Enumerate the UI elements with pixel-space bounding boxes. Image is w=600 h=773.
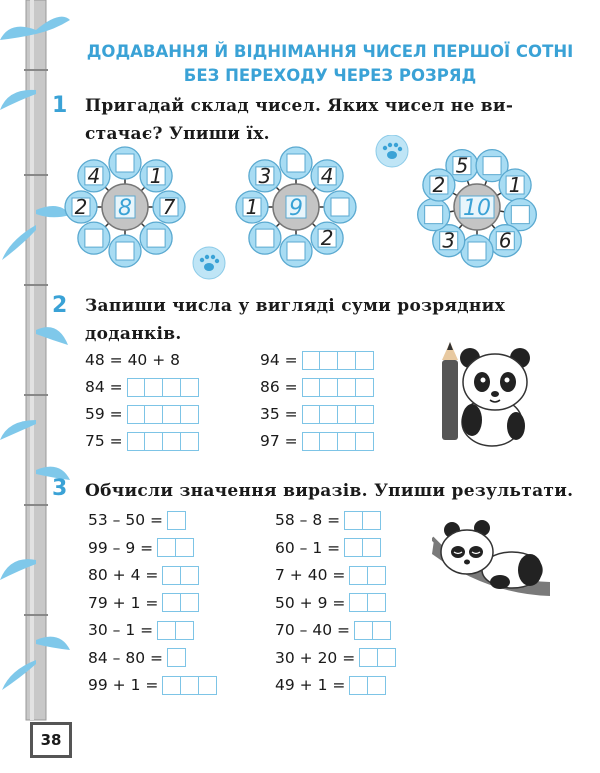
- answer-cell[interactable]: [377, 648, 396, 667]
- answer-cell[interactable]: [319, 351, 338, 370]
- answer-boxes[interactable]: [344, 511, 379, 530]
- task-2-right-column: [260, 349, 372, 457]
- task-3-number: 3: [52, 476, 68, 501]
- answer-cell[interactable]: [344, 511, 363, 530]
- equation-text: 53 – 50 =: [88, 511, 163, 529]
- answer-boxes[interactable]: [349, 593, 384, 612]
- equation-text: 84 – 80 =: [88, 648, 163, 667]
- equation-text: 59 =: [85, 405, 123, 423]
- answer-cell[interactable]: [302, 405, 321, 424]
- task-2-line-1: Запиши числа у вигляді суми розрядних: [85, 296, 506, 316]
- petal-number: 1: [149, 163, 163, 188]
- answer-boxes[interactable]: [354, 621, 389, 640]
- flower-petal: [311, 222, 343, 254]
- flower-petal[interactable]: [324, 191, 356, 223]
- petal-number: 2: [74, 195, 88, 219]
- answer-cell[interactable]: [319, 378, 338, 397]
- flower-petal: [311, 160, 343, 192]
- answer-cell[interactable]: [349, 566, 368, 585]
- answer-boxes[interactable]: [349, 676, 384, 695]
- answer-cell[interactable]: [175, 621, 194, 640]
- equation-row: [275, 537, 395, 559]
- answer-cell[interactable]: [355, 405, 374, 424]
- flower-center-number: 8: [118, 196, 132, 221]
- equation-row: [88, 537, 215, 559]
- answer-cell[interactable]: [362, 511, 381, 530]
- petal-number: 4: [87, 163, 101, 188]
- panda-branch-illustration: [432, 520, 552, 610]
- answer-boxes[interactable]: [162, 566, 197, 585]
- flower-center-number: 9: [289, 196, 303, 221]
- flower-center-number: 10: [463, 196, 491, 221]
- flower-petal[interactable]: [461, 235, 493, 267]
- task-3-text: Обчисли значення виразів. Упиши результати.: [85, 481, 574, 501]
- equation-row: [275, 619, 395, 641]
- answer-boxes[interactable]: [127, 432, 198, 451]
- answer-cell[interactable]: [362, 538, 381, 557]
- equation-text: 30 – 1 =: [88, 621, 154, 639]
- equation-text: 80 + 4 =: [88, 566, 159, 584]
- answer-cell[interactable]: [162, 676, 181, 695]
- answer-cell[interactable]: [372, 621, 391, 640]
- equation-text: 79 + 1 =: [88, 593, 159, 612]
- answer-cell[interactable]: [319, 432, 338, 451]
- number-flower-3: [418, 150, 537, 267]
- equation-row: [275, 592, 395, 614]
- petal-number: 5: [455, 153, 469, 178]
- answer-cell[interactable]: [157, 621, 176, 640]
- equation-text: 99 + 1 =: [88, 676, 159, 694]
- task-1-number: 1: [52, 93, 68, 118]
- answer-cell[interactable]: [162, 593, 181, 612]
- petal-number: 2: [432, 173, 446, 197]
- number-flower-1: [65, 147, 185, 267]
- answer-boxes[interactable]: [302, 405, 373, 424]
- task-3-right-column: [275, 509, 395, 702]
- flower-petal: [249, 160, 281, 192]
- flower-petal: [140, 160, 172, 192]
- answer-boxes[interactable]: [349, 566, 384, 585]
- answer-cell[interactable]: [354, 621, 373, 640]
- answer-cell[interactable]: [337, 405, 356, 424]
- equation-row: [260, 403, 372, 425]
- answer-cell[interactable]: [162, 405, 181, 424]
- answer-boxes[interactable]: [127, 405, 198, 424]
- task-3-left-column: [88, 509, 215, 702]
- petal-number: 7: [162, 195, 176, 219]
- flower-petal[interactable]: [109, 235, 141, 267]
- answer-cell[interactable]: [302, 432, 321, 451]
- answer-boxes[interactable]: [157, 621, 192, 640]
- answer-boxes[interactable]: [127, 378, 198, 397]
- panda-pencil-illustration: [430, 340, 540, 450]
- equation-text: 58 – 8 =: [275, 511, 341, 529]
- answer-cell[interactable]: [367, 593, 386, 612]
- title-line-2: БЕЗ ПЕРЕХОДУ ЧЕРЕЗ РОЗРЯД: [183, 66, 477, 85]
- equation-row: [88, 592, 215, 614]
- answer-boxes[interactable]: [167, 648, 185, 667]
- answer-cell[interactable]: [349, 593, 368, 612]
- task-2-line-2: доданків.: [85, 324, 182, 344]
- answer-boxes[interactable]: [302, 378, 373, 397]
- answer-cell[interactable]: [162, 378, 181, 397]
- answer-cell[interactable]: [355, 378, 374, 397]
- answer-cell[interactable]: [144, 432, 163, 451]
- equation-row: [260, 430, 372, 452]
- equation-row: [275, 647, 395, 669]
- answer-cell[interactable]: [302, 351, 321, 370]
- flower-petal[interactable]: [78, 222, 110, 254]
- equation-row: [88, 674, 215, 696]
- answer-boxes[interactable]: [302, 351, 373, 370]
- equation-row: [85, 349, 197, 371]
- equation-row: [88, 619, 215, 641]
- petal-number: 4: [320, 163, 334, 188]
- equation-row: [85, 403, 197, 425]
- answer-cell[interactable]: [198, 676, 217, 695]
- equation-text: 7 + 40 =: [275, 566, 346, 584]
- equation-text: 30 + 20 =: [275, 648, 356, 667]
- flower-petal: [65, 191, 97, 223]
- flower-petal: [423, 169, 455, 201]
- answer-boxes[interactable]: [167, 511, 185, 530]
- answer-cell[interactable]: [162, 566, 181, 585]
- flower-petal[interactable]: [280, 235, 312, 267]
- equation-text: 94 =: [260, 351, 298, 369]
- equation-text: 70 – 40 =: [275, 621, 350, 639]
- flowers-area: [0, 135, 600, 290]
- answer-cell[interactable]: [127, 378, 146, 397]
- equation-text: 49 + 1 =: [275, 676, 346, 694]
- petal-number: 3: [258, 163, 272, 188]
- equation-row: [260, 349, 372, 371]
- page-number: 38: [30, 722, 72, 758]
- equation-row: [88, 509, 215, 531]
- equation-row: [88, 564, 215, 586]
- paw-print-icon: [193, 247, 225, 279]
- equation-row: [260, 376, 372, 398]
- equation-row: [85, 430, 197, 452]
- answer-cell[interactable]: [302, 378, 321, 397]
- equation-row: [88, 647, 215, 669]
- answer-cell[interactable]: [344, 538, 363, 557]
- answer-cell[interactable]: [127, 432, 146, 451]
- answer-cell[interactable]: [144, 378, 163, 397]
- equation-text: 48 = 40 + 8: [85, 351, 180, 369]
- task-2-left-column: [85, 349, 197, 457]
- equation-row: [275, 564, 395, 586]
- equation-text: 97 =: [260, 432, 298, 450]
- answer-cell[interactable]: [180, 378, 199, 397]
- page-title: [60, 40, 600, 88]
- answer-boxes[interactable]: [302, 432, 373, 451]
- flower-petal[interactable]: [418, 199, 450, 231]
- answer-cell[interactable]: [337, 351, 356, 370]
- answer-cell[interactable]: [337, 432, 356, 451]
- answer-cell[interactable]: [319, 405, 338, 424]
- answer-boxes[interactable]: [162, 593, 197, 612]
- answer-cell[interactable]: [180, 566, 199, 585]
- task-1-line-2: стачає? Упиши їх.: [85, 124, 270, 144]
- flower-petal[interactable]: [109, 147, 141, 179]
- equation-text: 75 =: [85, 432, 123, 450]
- answer-boxes[interactable]: [344, 538, 379, 557]
- answer-cell[interactable]: [162, 432, 181, 451]
- flower-petal[interactable]: [140, 222, 172, 254]
- petal-number: 1: [245, 195, 259, 219]
- answer-cell[interactable]: [127, 405, 146, 424]
- flower-petal[interactable]: [280, 147, 312, 179]
- task-1-line-1: Пригадай склад чисел. Яких чисел не ви-: [85, 96, 514, 116]
- flower-petal: [489, 225, 521, 257]
- petal-number: 1: [508, 173, 522, 197]
- equation-row: [275, 674, 395, 696]
- equation-text: 35 =: [260, 405, 298, 423]
- answer-cell[interactable]: [359, 648, 378, 667]
- answer-cell[interactable]: [167, 511, 186, 530]
- answer-cell[interactable]: [355, 351, 374, 370]
- answer-cell[interactable]: [337, 378, 356, 397]
- title-line-1: ДОДАВАННЯ Й ВІДНІМАННЯ ЧИСЕЛ ПЕРШОЇ СОТНІ: [86, 42, 574, 61]
- equation-text: 60 – 1 =: [275, 538, 341, 557]
- flower-petal: [499, 169, 531, 201]
- answer-cell[interactable]: [180, 405, 199, 424]
- flower-petal: [153, 191, 185, 223]
- answer-cell[interactable]: [180, 676, 199, 695]
- answer-cell[interactable]: [167, 648, 186, 667]
- answer-cell[interactable]: [180, 432, 199, 451]
- answer-cell[interactable]: [349, 676, 368, 695]
- answer-boxes[interactable]: [162, 676, 215, 695]
- paw-print-icon: [376, 135, 408, 167]
- equation-row: [275, 509, 395, 531]
- petal-number: 6: [498, 228, 512, 253]
- equation-text: 99 – 9 =: [88, 538, 154, 557]
- answer-cell[interactable]: [144, 405, 163, 424]
- answer-boxes[interactable]: [157, 538, 192, 557]
- answer-cell[interactable]: [355, 432, 374, 451]
- task-2-number: 2: [52, 293, 68, 318]
- flower-petal: [236, 191, 268, 223]
- equation-text: 50 + 9 =: [275, 593, 346, 612]
- answer-cell[interactable]: [367, 676, 386, 695]
- petal-number: 3: [442, 228, 456, 253]
- answer-cell[interactable]: [367, 566, 386, 585]
- equation-row: [85, 376, 197, 398]
- answer-cell[interactable]: [175, 538, 194, 557]
- flower-petal[interactable]: [249, 222, 281, 254]
- answer-boxes[interactable]: [359, 648, 394, 667]
- answer-cell[interactable]: [157, 538, 176, 557]
- petal-number: 2: [320, 226, 334, 251]
- number-flower-2: [236, 147, 356, 267]
- equation-text: 84 =: [85, 378, 123, 396]
- answer-cell[interactable]: [180, 593, 199, 612]
- equation-text: 86 =: [260, 378, 298, 396]
- flower-petal: [78, 160, 110, 192]
